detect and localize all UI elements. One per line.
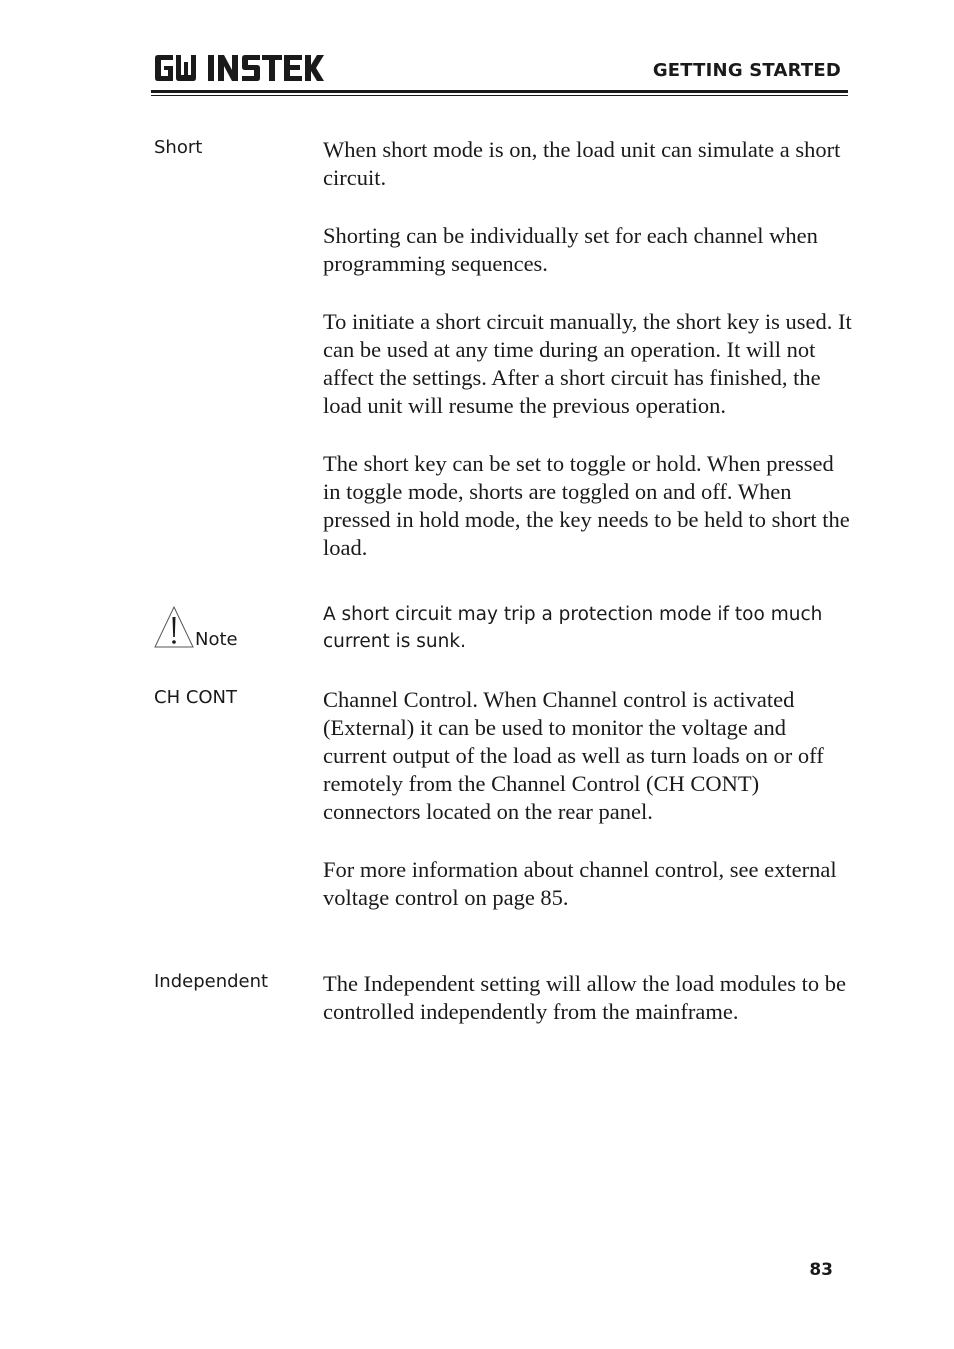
gw-instek-logo [153, 52, 325, 84]
ch-cont-paragraph: Channel Control. When Channel control is activated (External) it can be used to monitor the voltage and current output of the load as well as turn loads on or off remotely from the Channel Control (CH CONT) connectors located on the rear panel. [323, 687, 824, 824]
independent-description [323, 970, 853, 1026]
page-number: 83 [809, 1260, 833, 1280]
independent-paragraph: The Independent setting will allow the load modules to be controlled independently from the mainframe. [323, 971, 847, 1024]
section-title: GETTING STARTED [652, 60, 841, 81]
short-paragraph: When short mode is on, the load unit can simulate a short circuit. [323, 137, 841, 190]
ch-cont-label: CH CONT [154, 687, 238, 708]
short-description [323, 136, 853, 562]
warning-triangle-icon [153, 605, 195, 649]
note-label: Note [195, 629, 238, 650]
header-rule-thick [151, 90, 848, 93]
short-paragraph: Shorting can be individually set for each channel when programming sequences. [323, 223, 818, 276]
ch-cont-paragraph: For more information about channel control, see external voltage control on page 85. [323, 857, 837, 910]
short-paragraph: To initiate a short circuit manually, the short key is used. It can be used at any time during an operation. It will not affect the settings. After a short circuit has finished, the load unit will resume the previous operation. [323, 309, 852, 418]
header-rule-thin [151, 95, 848, 96]
short-label: Short [154, 137, 203, 158]
ch-cont-description [323, 686, 853, 912]
independent-label: Independent [154, 971, 269, 992]
short-paragraph: The short key can be set to toggle or hold. When pressed in toggle mode, shorts are toggled on and off. When pressed in hold mode, the key needs to be held to short the load. [323, 451, 850, 560]
note-text: A short circuit may trip a protection mode if too much current is sunk. [323, 604, 823, 652]
